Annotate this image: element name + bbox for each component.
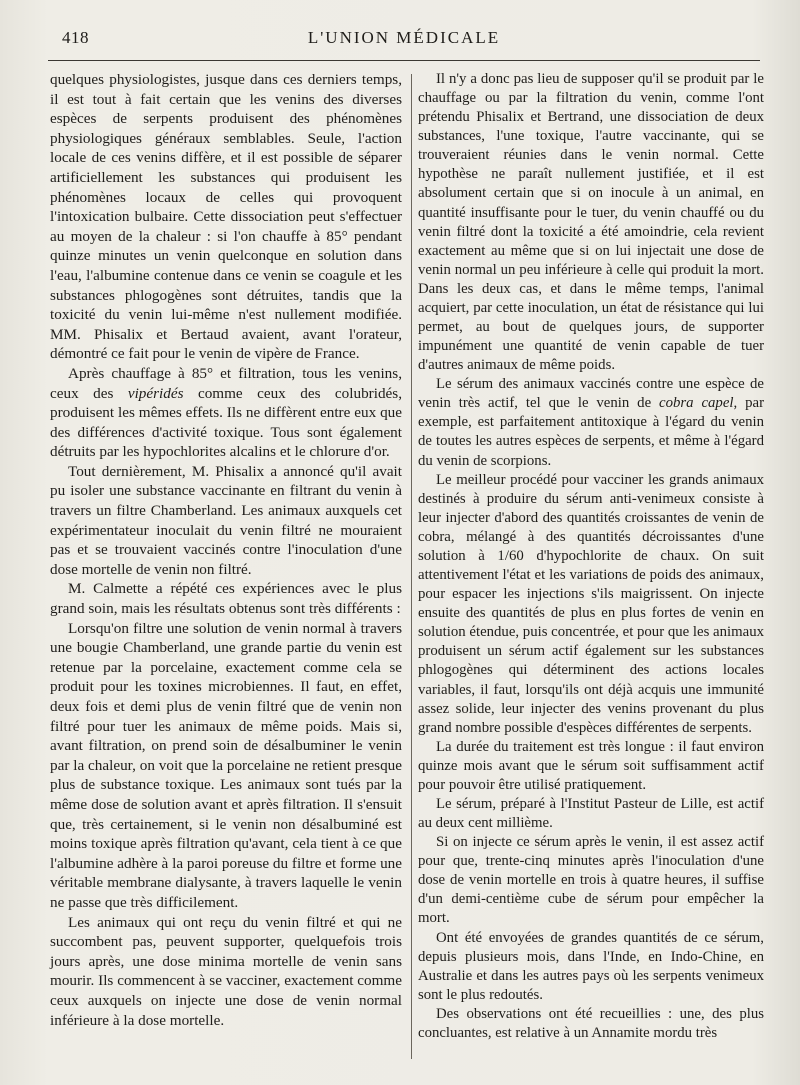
page-number: 418 [62,28,89,47]
paragraph: quelques physiologistes, jusque dans ces derniers temps, il est tout à fait certain que les venins des diverses espèces de serpents produisent des phénomènes physiologiques généraux semblables. Seule, l'action locale de ces venins diffère, et il est possible de séparer artificiellement les substances qui produisent les phénomènes locaux de celles qui provoquent l'intoxication bulbaire. Cette dissociation peut s'effectuer au moyen de la chaleur : si l'on chauffe à 85° pendant quinze minutes un venin quelconque en solution dans l'eau, l'albumine contenue dans ce venin se coagule et les substances phlogogènes sont détruites, tandis que la toxicité du venin lui-même n'est nullement modifiée. MM. Phisalix et Bertaud avaient, avant l'orateur, démontré ce fait pour le venin de vipère de France. [50,71,402,363]
paragraph: Ont été envoyées de grandes quantités de ce sérum, depuis plusieurs mois, dans l'Inde, en Indo-Chine, en Australie et dans les autres pays où les serpents venimeux sont le plus redoutés. [418,929,764,1003]
paragraph: Si on injecte ce sérum après le venin, il est assez actif pour que, trente-cinq minutes après l'inoculation d'une dose de venin mortelle en trois à quatre heures, il suffise d'un demi-centième cube de sérum pour empêcher la mort. [418,834,764,927]
paragraph: La durée du traitement est très longue : il faut environ quinze mois avant que le sérum soit suffisamment actif pour pouvoir être utilisé pratiquement. [418,738,764,793]
paragraph: Après chauffage à 85° et filtration, tous les venins, ceux des vipéridés comme ceux des colubridés, produisent les mêmes effets. Ils ne diffèrent entre eux que des différences d'activité toxique. Tous sont également détruits par les hypochlorites alcalins et le chlorure d'or. [50,364,402,461]
paragraph: Tout dernièrement, M. Phisalix a annoncé qu'il avait pu isoler une substance vaccinante en filtrant du venin à travers un filtre Chamberland. Les animaux auxquels cet expérimentateur inoculait du venin filtré ne mouraient pas et se trouvaient vaccinés contre l'inoculation d'une dose mortelle de venin non filtré. [50,462,402,578]
italic-term: cobra capel [659,395,734,412]
paragraph: Il n'y a donc pas lieu de supposer qu'il se produit par le chauffage ou par la filtration du venin, comme l'ont prétendu Phisalix et Bertrand, une dissociation de deux substances, l'une toxique, l'autre vaccinante, qui se trouveraient réunies dans le venin normal. Cette hypothèse ne paraît nullement justifiée, et il est absolument certain que si on inocule à un animal, en quantité insuffisante pour le tuer, du venin chauffé ou du venin filtré dont la toxicité a été amoindrie, cela revient exactement au même que si on lui injectait une dose de venin normal un peu inférieure à celle qui produit la mort. Dans les deux cas, et dans le même temps, l'animal acquiert, par cette inoculation, un état de résistance qui lui permet, au bout de quelques jours, de supporter impunément une quantité de venin capable de tuer d'autres animaux de même poids. [418,71,764,374]
paragraph: Lorsqu'on filtre une solution de venin normal à travers une bougie Chamberland, une grande partie du venin est retenue par la porcelaine, exactement comme cela se produit pour les toxines microbiennes. Il faut, en effet, deux fois et demi plus de venin filtré que de venin non filtré pour tuer les animaux de même poids. Mais si, avant filtration, on prend soin de désalbuminer le venin par la chaleur, on voit que la porcelaine ne retient presque plus de substance toxique. Les animaux sont tués par la même dose de solution avant et après filtration. Il s'ensuit que, très certainement, si le venin non désalbuminé est moins toxique après filtration qu'avant, cela tient à ce que l'albumine adhère à la paroi poreuse du filtre et forme une véritable membrane dialysante, à travers laquelle le venin ne passe que très difficilement. [50,619,402,911]
paragraph: Le sérum des animaux vaccinés contre une espèce de venin très actif, tel que le venin de cobra capel, par exemple, est parfaitement antitoxique à l'égard du venin de toutes les autres espèces de serpents, et même à l'égard du venin de scorpions. [418,376,765,469]
paragraph: Le meilleur procédé pour vacciner les grands animaux destinés à produire du sérum anti-venimeux consiste à leur injecter d'abord des quantités croissantes de venin de cobra, mélangé à des quantités décroissantes d'une solution à 1/60 d'hypochlorite de chaux. On suit attentivement l'état et les variations de poids des animaux, pour espacer les injections s'ils maigrissent. On injecte ensuite des quantités de plus en plus fortes de venin en solution étendue, puis concentrée, et pour que les animaux produisent un sérum actif également sur les substances phlogogènes qui déterminent des actions locales variables, il faut, lorsqu'ils ont déjà acquis une immunité assez solide, leur injecter des venins provenant du plus grand nombre possible d'espèces différentes de serpents. [418,471,764,736]
left-column [50,70,402,1030]
italic-term: vipéridés [127,384,184,402]
header-rule [48,60,760,61]
running-head [48,28,760,54]
column-divider [411,74,412,1059]
journal-title: L'UNION MÉDICALE [307,28,501,47]
paragraph: Des observations ont été recueillies : une, des plus concluantes, est relative à un Annamite mordu très [418,1005,764,1041]
right-column [418,70,764,1043]
paragraph: Le sérum, préparé à l'Institut Pasteur de Lille, est actif au deux cent millième. [418,795,764,832]
paragraph: Les animaux qui ont reçu du venin filtré et qui ne succombent pas, peuvent supporter, quelquefois trois jours après, une dose minima mortelle de venin sans mourir. Ils commencent à se vacciner, exactement comme ceux auxquels on injecte une dose de venin normal inférieure à la dose mortelle. [50,913,402,1029]
paragraph: M. Calmette a répété ces expériences avec le plus grand soin, mais les résultats obtenus sont très différents : [50,580,402,618]
